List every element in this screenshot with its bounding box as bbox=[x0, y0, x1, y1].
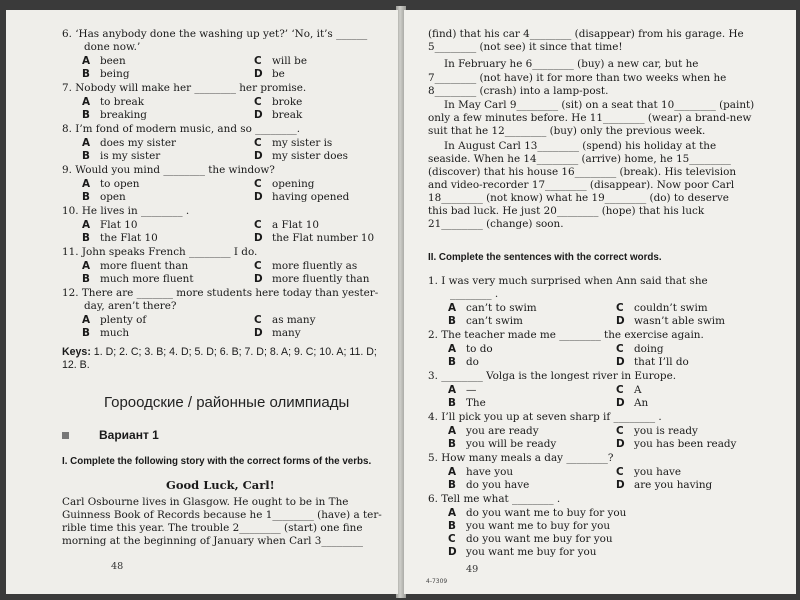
option-b: B much more fluent bbox=[82, 273, 194, 285]
story-line: only a few minutes before. He 11________ (wear) a brand-new bbox=[428, 112, 752, 124]
question-3-text: 3. ________ Volga is the longest river in Europe. bbox=[428, 370, 677, 382]
option-c: C A bbox=[616, 384, 642, 396]
question-8-text: 8. I’m fond of modern music, and so ________. bbox=[62, 123, 301, 135]
story-line: seaside. When he 14________ (arrive) home, he 15________ bbox=[428, 153, 731, 165]
option-b: B is my sister bbox=[82, 150, 161, 162]
option-b: B you will be ready bbox=[448, 438, 557, 450]
question-7-text: 7. Nobody will make her ________ her promise. bbox=[62, 82, 307, 94]
square-bullet-icon bbox=[62, 432, 69, 439]
option-c: C my sister is bbox=[254, 137, 333, 149]
option-b: B you want me to buy for you bbox=[448, 520, 611, 532]
option-c: C couldn’t swim bbox=[616, 302, 708, 314]
option-a: A been bbox=[82, 55, 126, 67]
option-c: C you have bbox=[616, 466, 682, 478]
story-line: 18________ (not know) what he 19________ (do) to deserve bbox=[428, 192, 729, 204]
option-a: A have you bbox=[448, 466, 514, 478]
variant-heading: Вариант 1 bbox=[62, 428, 159, 442]
option-b: B much bbox=[82, 327, 130, 339]
question-6-text-cont: done now.’ bbox=[84, 41, 141, 53]
option-d: D wasn’t able swim bbox=[616, 315, 725, 327]
option-b: B do bbox=[448, 356, 479, 368]
option-a: A you are ready bbox=[448, 425, 539, 437]
option-a: A can’t to swim bbox=[448, 302, 537, 314]
option-a: A more fluent than bbox=[82, 260, 189, 272]
option-b: B being bbox=[82, 68, 130, 80]
question-2-text: 2. The teacher made me ________ the exercise again. bbox=[428, 329, 704, 341]
answer-keys: Keys: 1. D; 2. C; 3. B; 4. D; 5. D; 6. B; 7. D; 8. A; 9. C; 10. A; 11. D; 12. B. bbox=[62, 346, 377, 371]
option-d: D my sister does bbox=[254, 150, 348, 162]
option-d: D that I’ll do bbox=[616, 356, 689, 368]
story-line: this bad luck. He just 20________ (hope) that his luck bbox=[428, 205, 705, 217]
story-line: (discover) that his house 16________ (break). His television bbox=[428, 166, 737, 178]
option-d: D you want me buy for you bbox=[448, 546, 597, 558]
story-line: morning at the beginning of January when Carl 3________ bbox=[62, 535, 363, 547]
option-c: C a Flat 10 bbox=[254, 219, 319, 231]
print-code: 4-7309 bbox=[426, 578, 448, 585]
option-d: D the Flat number 10 bbox=[254, 232, 375, 244]
story-line: rible time this year. The trouble 2________ (start) one fine bbox=[62, 522, 363, 534]
option-b: B breaking bbox=[82, 109, 147, 121]
story-line: (find) that his car 4________ (disappear) from his garage. He bbox=[428, 28, 744, 40]
option-c: C will be bbox=[254, 55, 307, 67]
option-c: C do you want me buy for you bbox=[448, 533, 613, 545]
question-5-text: 5. How many meals a day ________? bbox=[428, 452, 614, 464]
option-d: D more fluently than bbox=[254, 273, 370, 285]
story-line: 8________ (crash) into a lamp-post. bbox=[428, 85, 609, 97]
option-c: C more fluently as bbox=[254, 260, 358, 272]
question-9-text: 9. Would you mind ________ the window? bbox=[62, 164, 275, 176]
option-b: B open bbox=[82, 191, 126, 203]
story-line: In August Carl 13________ (spend) his holiday at the bbox=[444, 140, 717, 152]
option-a: A Flat 10 bbox=[82, 219, 138, 231]
option-d: D be bbox=[254, 68, 285, 80]
story-title: Good Luck, Carl! bbox=[166, 478, 275, 492]
option-d: D you has been ready bbox=[616, 438, 737, 450]
story-line: suit that he 12________ (buy) only the previous week. bbox=[428, 125, 706, 137]
option-d: D having opened bbox=[254, 191, 350, 203]
option-b: B can’t swim bbox=[448, 315, 523, 327]
option-a: A — bbox=[448, 384, 477, 396]
option-c: C doing bbox=[616, 343, 664, 355]
question-12-text: 12. There are _______ more students here today than yester- bbox=[62, 287, 379, 299]
story-line: Guinness Book of Records because he 1________ (have) a ter- bbox=[62, 509, 382, 521]
option-c: C as many bbox=[254, 314, 316, 326]
story-line: In May Carl 9________ (sit) on a seat that 10________ (paint) bbox=[444, 99, 755, 111]
option-c: C opening bbox=[254, 178, 315, 190]
option-a: A plenty of bbox=[82, 314, 147, 326]
story-line: 21________ (change) soon. bbox=[428, 218, 564, 230]
question-6-text: 6. ‘Has anybody done the washing up yet?’ ‘No, it’s ______ bbox=[62, 28, 368, 40]
option-d: D break bbox=[254, 109, 303, 121]
page-number: 48 bbox=[111, 561, 124, 572]
question-1-text: 1. I was very much surprised when Ann said that she bbox=[428, 275, 708, 287]
option-a: A do you want me to buy for you bbox=[448, 507, 627, 519]
option-b: B do you have bbox=[448, 479, 530, 491]
option-d: D An bbox=[616, 397, 649, 409]
option-d: D many bbox=[254, 327, 301, 339]
option-d: D are you having bbox=[616, 479, 713, 491]
option-b: B the Flat 10 bbox=[82, 232, 158, 244]
page-number: 49 bbox=[466, 564, 479, 575]
option-b: B The bbox=[448, 397, 486, 409]
question-4-text: 4. I’ll pick you up at seven sharp if ________ . bbox=[428, 411, 662, 423]
story-line: 5________ (not see) it since that time! bbox=[428, 41, 623, 53]
question-6-text: 6. Tell me what ________ . bbox=[428, 493, 561, 505]
story-line: and video-recorder 17________ (disappear). Now poor Carl bbox=[428, 179, 735, 191]
left-page bbox=[6, 10, 398, 594]
option-c: C broke bbox=[254, 96, 303, 108]
story-line: Carl Osbourne lives in Glasgow. He ought to be in The bbox=[62, 496, 349, 508]
question-1-text-cont: ________ . bbox=[450, 288, 499, 300]
question-10-text: 10. He lives in ________ . bbox=[62, 205, 190, 217]
task-1-instruction: I. Complete the following story with the correct forms of the verbs. bbox=[62, 456, 372, 467]
story-line: In February he 6________ (buy) a new car, but he bbox=[444, 58, 699, 70]
option-c: C you is ready bbox=[616, 425, 698, 437]
question-12-text-cont: day, aren’t there? bbox=[84, 300, 177, 312]
option-a: A to do bbox=[448, 343, 493, 355]
task-2-instruction: II. Complete the sentences with the correct words. bbox=[428, 252, 662, 263]
question-11-text: 11. John speaks French ________ I do. bbox=[62, 246, 258, 258]
option-a: A to open bbox=[82, 178, 140, 190]
olympiad-heading: Гороодские / районные олимпиады bbox=[104, 394, 350, 411]
option-a: A does my sister bbox=[82, 137, 176, 149]
option-a: A to break bbox=[82, 96, 144, 108]
story-line: 7________ (not have) it for more than two weeks when he bbox=[428, 72, 727, 84]
right-page bbox=[404, 10, 796, 594]
